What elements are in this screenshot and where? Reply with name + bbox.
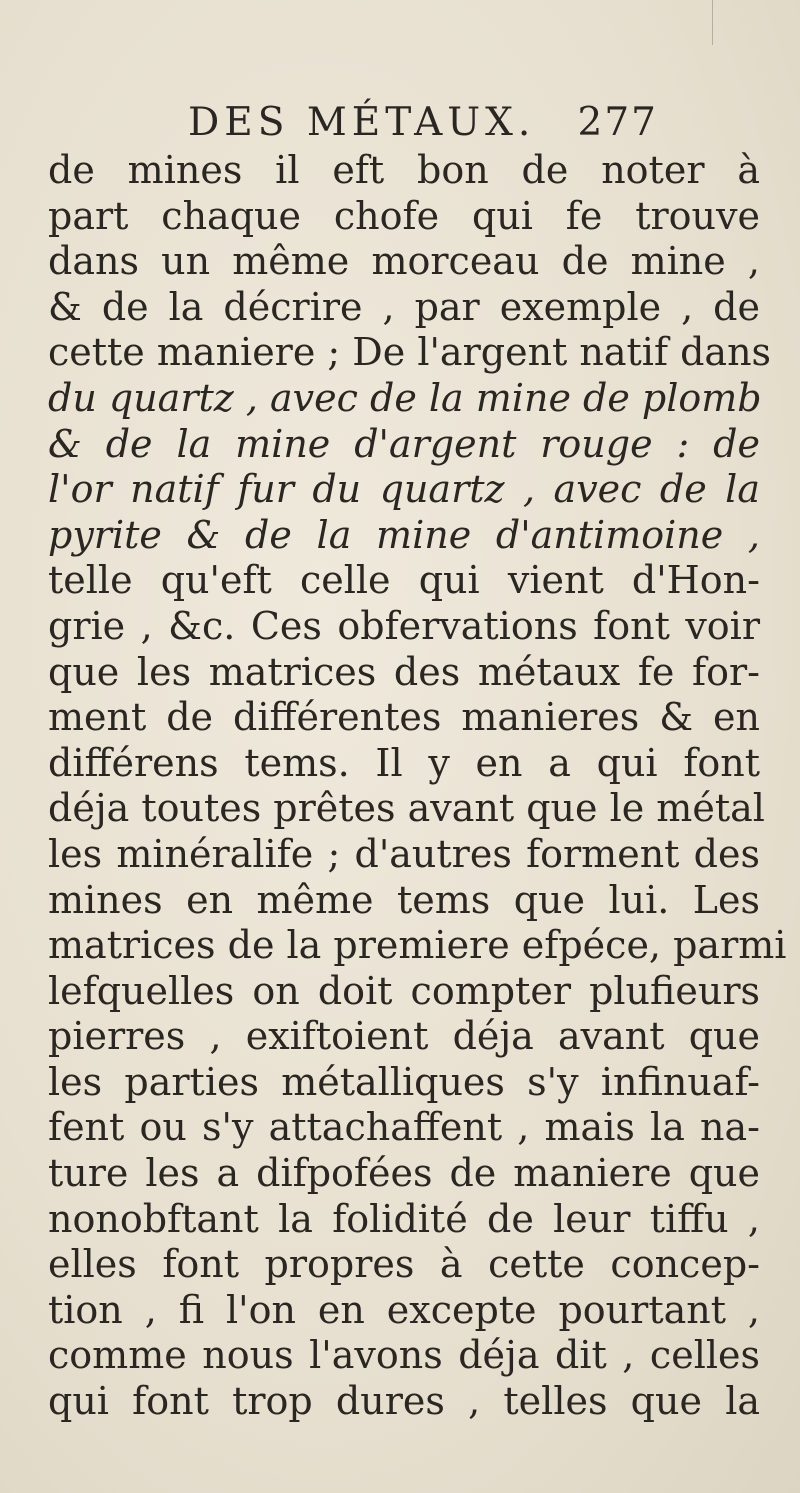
text-line: l'or natif fur du quartz , avec de la: [48, 467, 760, 512]
page-number: 277: [577, 100, 658, 145]
text-line: lefquelles on doit compter plufieurs: [48, 968, 760, 1013]
text-line: cette maniere ; De l'argent natif dans: [48, 330, 772, 375]
text-line: part chaque chofe qui fe trouve: [48, 193, 760, 238]
text-line: différens tems. Il y en a qui font: [48, 740, 760, 785]
running-header: [188, 100, 658, 145]
text-line: matrices de la premiere efpéce, parmi: [48, 923, 787, 968]
text-line: du quartz , avec de la mine de plomb: [48, 375, 762, 420]
text-line: telle qu'eft celle qui vient d'Hon-: [48, 558, 760, 603]
text-line: pyrite & de la mine d'antimoine ,: [48, 512, 760, 557]
text-line: fent ou s'y attachaffent , mais la na-: [48, 1105, 760, 1150]
text-line: pierres , exiftoient déja avant que: [48, 1014, 760, 1059]
text-line: grie , &c. Ces obfervations font voir: [48, 603, 760, 648]
text-line: déja toutes prêtes avant que le métal: [48, 786, 765, 831]
running-title: DES MÉTAUX.: [188, 100, 536, 145]
text-line: que les matrices des métaux fe for-: [48, 649, 760, 694]
text-line: de mines il eft bon de noter à: [48, 148, 760, 192]
text-line: ture les a difpofées de maniere que: [48, 1151, 760, 1196]
text-line: nonobftant la folidité de leur tiffu ,: [48, 1196, 760, 1241]
text-line: mines en même tems que lui. Les: [48, 877, 760, 922]
text-line: elles font propres à cette concep-: [48, 1242, 760, 1287]
text-line: ment de différentes manieres & en: [48, 695, 760, 740]
text-line: dans un même morceau de mine ,: [48, 239, 760, 284]
body-text: [48, 148, 787, 1425]
text-line: les parties métalliques s'y infinuaf-: [48, 1059, 760, 1104]
text-line: qui font trop dures , telles que la: [48, 1379, 760, 1424]
text-line: tion , fi l'on en excepte pourtant ,: [48, 1287, 760, 1332]
text-line: & de la mine d'argent rouge : de: [48, 421, 760, 466]
text-line: & de la décrire , par exemple , de: [48, 284, 760, 329]
page-edge-line: [712, 0, 713, 45]
text-line: comme nous l'avons déja dit , celles: [48, 1333, 760, 1378]
text-line: les minéralife ; d'autres forment des: [48, 831, 760, 876]
